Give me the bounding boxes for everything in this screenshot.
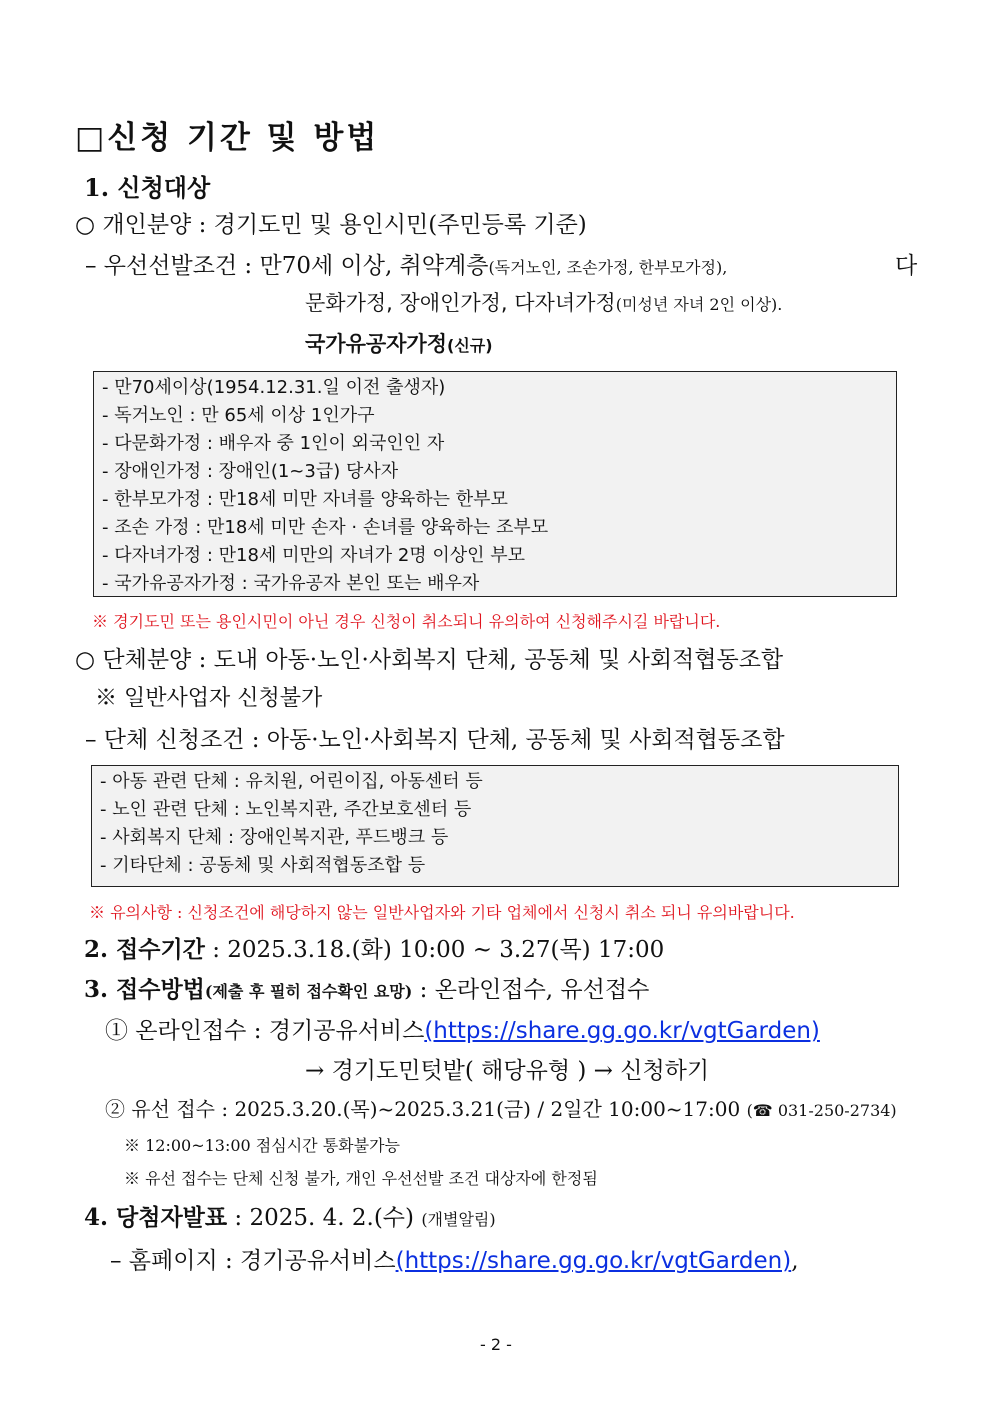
criteria-item: - 조손 가정 : 만18세 미만 손자 · 손녀를 양육하는 조부모 xyxy=(102,517,549,538)
method-label: 3. 접수방법 xyxy=(84,976,205,1003)
criteria-item: - 한부모가정 : 만18세 미만 자녀를 양육하는 한부모 xyxy=(102,489,508,510)
method-line xyxy=(84,971,649,1004)
announce-label: 4. 당첨자발표 xyxy=(84,1204,228,1231)
criteria-item: - 다문화가정 : 배우자 중 1인이 외국인인 자 xyxy=(102,433,445,454)
group-item: - 노인 관련 단체 : 노인복지관, 주간보호센터 등 xyxy=(100,799,472,820)
phone-label: ② 유선 접수 : 2025.3.20.(목)~2025.3.21(금) / 2일간 10:00~17:00 xyxy=(105,1097,741,1121)
online-path: → 경기도민텃밭( 해당유형 ) → 신청하기 xyxy=(305,1058,710,1084)
section-title xyxy=(75,112,379,157)
online-url-link[interactable]: (https://share.gg.go.kr/vgtGarden) xyxy=(424,1018,820,1044)
checkbox-icon: □ xyxy=(75,120,108,156)
phone-line xyxy=(105,1093,897,1122)
phone-note-1: ※ 12:00~13:00 점심시간 통화불가능 xyxy=(124,1136,400,1155)
priority-tail: 다 xyxy=(895,253,918,279)
target-heading: 1. 신청대상 xyxy=(84,173,211,202)
priority-line-2 xyxy=(305,287,782,317)
homepage-url-link[interactable]: (https://share.gg.go.kr/vgtGarden) xyxy=(395,1248,792,1274)
criteria-item: - 독거노인 : 만 65세 이상 1인가구 xyxy=(102,405,375,426)
method-label-note: (제출 후 필히 접수확인 요망) xyxy=(204,982,413,1001)
priority-line3-text: 국가유공자가정 xyxy=(305,332,448,356)
priority-paren: (독거노인, 조손가정, 한부모가정), xyxy=(488,258,728,277)
criteria-item: - 다자녀가정 : 만18세 미만의 자녀가 2명 이상인 부모 xyxy=(102,545,526,566)
group-condition: – 단체 신청조건 : 아동·노인·사회복지 단체, 공동체 및 사회적협동조합 xyxy=(85,727,785,753)
criteria-item: - 장애인가정 : 장애인(1~3급) 당사자 xyxy=(102,461,399,482)
period-label: 2. 접수기간 xyxy=(84,936,205,963)
section-title-text: 신청 기간 및 방법 xyxy=(107,120,380,156)
group-note: ※ 일반사업자 신청불가 xyxy=(95,686,323,711)
homepage-tail: , xyxy=(791,1248,799,1274)
homepage-label: – 홈페이지 : 경기공유서비스 xyxy=(110,1248,396,1274)
phone-note-2: ※ 유선 접수는 단체 신청 불가, 개인 우선선발 조건 대상자에 한정됨 xyxy=(124,1169,598,1188)
period-line xyxy=(84,931,664,964)
group-box xyxy=(91,765,899,887)
priority-line2-paren: (미성년 자녀 2인 이상). xyxy=(615,295,783,314)
period-value: : 2025.3.18.(화) 10:00 ~ 3.27(목) 17:00 xyxy=(204,937,665,963)
group-line: ○ 단체분양 : 도내 아동·노인·사회복지 단체, 공동체 및 사회적협동조합 xyxy=(75,647,784,673)
criteria-item: - 국가유공자가정 : 국가유공자 본인 또는 배우자 xyxy=(102,573,480,594)
individual-line: ○ 개인분양 : 경기도민 및 용인시민(주민등록 기준) xyxy=(75,212,587,238)
priority-line-1 xyxy=(85,247,727,280)
announce-note: (개별알림) xyxy=(421,1210,496,1229)
announce-line xyxy=(84,1199,496,1232)
priority-line-3 xyxy=(305,328,493,358)
criteria-box xyxy=(93,371,897,597)
group-item: - 사회복지 단체 : 장애인복지관, 푸드뱅크 등 xyxy=(100,827,449,848)
phone-number: (☎ 031-250-2734) xyxy=(746,1101,897,1120)
announce-value: : 2025. 4. 2.(수) xyxy=(227,1205,414,1231)
group-item: - 아동 관련 단체 : 유치원, 어린이집, 아동센터 등 xyxy=(100,771,483,792)
online-label: ① 온라인접수 : 경기공유서비스 xyxy=(105,1018,425,1044)
group-item: - 기타단체 : 공동체 및 사회적협동조합 등 xyxy=(100,855,426,876)
priority-line3-paren: (신규) xyxy=(447,336,493,355)
individual-notice: ※ 경기도민 또는 용인시민이 아닌 경우 신청이 취소되니 유의하여 신청해주시길 바랍니다. xyxy=(92,612,721,631)
homepage-line xyxy=(110,1242,799,1275)
criteria-item: - 만70세이상(1954.12.31.일 이전 출생자) xyxy=(102,377,446,398)
page-number: - 2 - xyxy=(480,1335,512,1354)
online-line xyxy=(105,1012,820,1045)
priority-line2-text: 문화가정, 장애인가정, 다자녀가정 xyxy=(305,291,616,315)
priority-prefix: – 우선선발조건 : 만70세 이상, 취약계층 xyxy=(85,253,489,279)
method-value: : 온라인접수, 유선접수 xyxy=(412,977,650,1003)
group-notice: ※ 유의사항 : 신청조건에 해당하지 않는 일반사업자와 기타 업체에서 신청시 취소 되니 유의바랍니다. xyxy=(89,903,795,922)
